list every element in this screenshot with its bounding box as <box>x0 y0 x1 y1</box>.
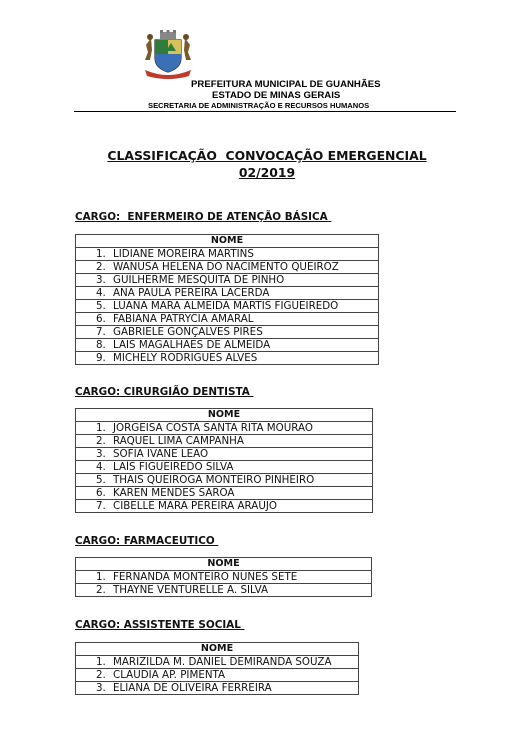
rank-number: 6. <box>96 487 106 499</box>
rank-number: 1. <box>96 248 106 260</box>
candidate-name: WANUSA HELENA DO NACIMENTO QUEIROZ <box>113 261 339 273</box>
cargo-heading: CARGO: CIRURGIÃO DENTISTA <box>75 386 254 398</box>
table-row <box>76 656 359 669</box>
candidate-name: LIDIANE MOREIRA MARTINS <box>113 248 254 260</box>
header-estado: ESTADO DE MINAS GERAIS <box>212 90 341 101</box>
candidate-name: GABRIELE GONÇALVES PIRES <box>113 326 263 338</box>
rank-number: 2. <box>96 669 106 681</box>
table-row <box>76 571 372 584</box>
candidate-table <box>75 234 379 365</box>
candidate-name: LUANA MARA ALMEIDA MARTIS FIGUEIREDO <box>113 300 339 312</box>
candidate-name: ANA PAULA PEREIRA LACERDA <box>113 287 270 299</box>
rank-number: 7. <box>96 500 106 512</box>
cargo-heading: CARGO: FARMACEUTICO <box>75 535 219 547</box>
table-row <box>76 300 379 313</box>
cargo-heading: CARGO: ENFERMEIRO DE ATENÇÃO BÁSICA <box>75 211 332 223</box>
candidate-name: THAIS QUEIROGA MONTEIRO PINHEIRO <box>113 474 315 486</box>
rank-number: 1. <box>96 422 106 434</box>
candidate-name: JORGEISA COSTA SANTA RITA MOURÃO <box>113 422 314 434</box>
table-row <box>76 669 359 682</box>
table-row <box>76 274 379 287</box>
rank-number: 7. <box>96 326 106 338</box>
table-row <box>76 313 379 326</box>
header-divider <box>74 111 456 112</box>
cargo-heading: CARGO: ASSISTENTE SOCIAL <box>75 619 245 631</box>
rank-number: 1. <box>96 656 106 668</box>
table-row <box>76 584 372 597</box>
candidate-name: FABIANA PATRYCIA AMARAL <box>113 313 254 325</box>
candidate-name: SOFIA IVANE LEÃO <box>113 448 209 460</box>
document-title-number: 02/2019 <box>238 165 296 180</box>
table-row <box>76 339 379 352</box>
table-row <box>76 287 379 300</box>
rank-number: 1. <box>96 571 106 583</box>
rank-number: 2. <box>96 584 106 596</box>
municipal-crest-icon <box>143 30 193 80</box>
column-header-nome: NOME <box>76 558 372 571</box>
column-header-nome: NOME <box>76 643 359 656</box>
table-row <box>76 500 373 513</box>
table-row <box>76 326 379 339</box>
header-secretaria: SECRETARIA DE ADMINISTRAÇÃO E RECURSOS HUMANOS <box>148 101 370 110</box>
candidate-name: CLAUDIA AP. PIMENTA <box>113 669 226 681</box>
table-row <box>76 487 373 500</box>
table-row <box>76 448 373 461</box>
rank-number: 4. <box>96 461 106 473</box>
candidate-name: ELIANA DE OLIVEIRA FERREIRA <box>113 682 272 694</box>
document-title: CLASSIFICAÇÃO CONVOCAÇÃO EMERGENCIAL <box>107 148 427 163</box>
candidate-table <box>75 557 372 597</box>
table-row <box>76 682 359 695</box>
table-row <box>76 474 373 487</box>
table-row <box>76 435 373 448</box>
candidate-table <box>75 408 373 513</box>
table-row <box>76 461 373 474</box>
rank-number: 2. <box>96 435 106 447</box>
column-header-nome: NOME <box>76 235 379 248</box>
candidate-name: CIBELLE MARA PEREIRA ARAÚJO <box>113 500 278 512</box>
candidate-name: RAQUEL LIMA CAMPANHA <box>113 435 244 447</box>
candidate-name: MICHELY RODRIGUES ALVES <box>113 352 258 364</box>
table-row <box>76 248 379 261</box>
candidate-name: GUILHERME MESQUITA DE PINHO <box>113 274 285 286</box>
candidate-name: THAYNE VENTURELLE A. SILVA <box>113 584 269 596</box>
candidate-name: MARIZILDA M. DANIEL DEMIRANDA SOUZA <box>113 656 332 668</box>
rank-number: 8. <box>96 339 106 351</box>
rank-number: 5. <box>96 474 106 486</box>
header-prefeitura: PREFEITURA MUNICIPAL DE GUANHÃES <box>191 79 381 90</box>
rank-number: 3. <box>96 274 106 286</box>
rank-number: 2. <box>96 261 106 273</box>
candidate-table <box>75 642 359 695</box>
column-header-nome: NOME <box>76 409 373 422</box>
table-row <box>76 352 379 365</box>
rank-number: 3. <box>96 682 106 694</box>
candidate-name: LAIS MAGALHÃES DE ALMEIDA <box>113 339 271 351</box>
rank-number: 9. <box>96 352 106 364</box>
rank-number: 6. <box>96 313 106 325</box>
candidate-name: LAÍS FIGUEIREDO SILVA <box>113 461 234 473</box>
rank-number: 3. <box>96 448 106 460</box>
table-row <box>76 422 373 435</box>
candidate-name: KAREN MENDES SAROA <box>113 487 235 499</box>
table-row <box>76 261 379 274</box>
rank-number: 4. <box>96 287 106 299</box>
candidate-name: FERNANDA MONTEIRO NUNES SETE <box>113 571 298 583</box>
rank-number: 5. <box>96 300 106 312</box>
